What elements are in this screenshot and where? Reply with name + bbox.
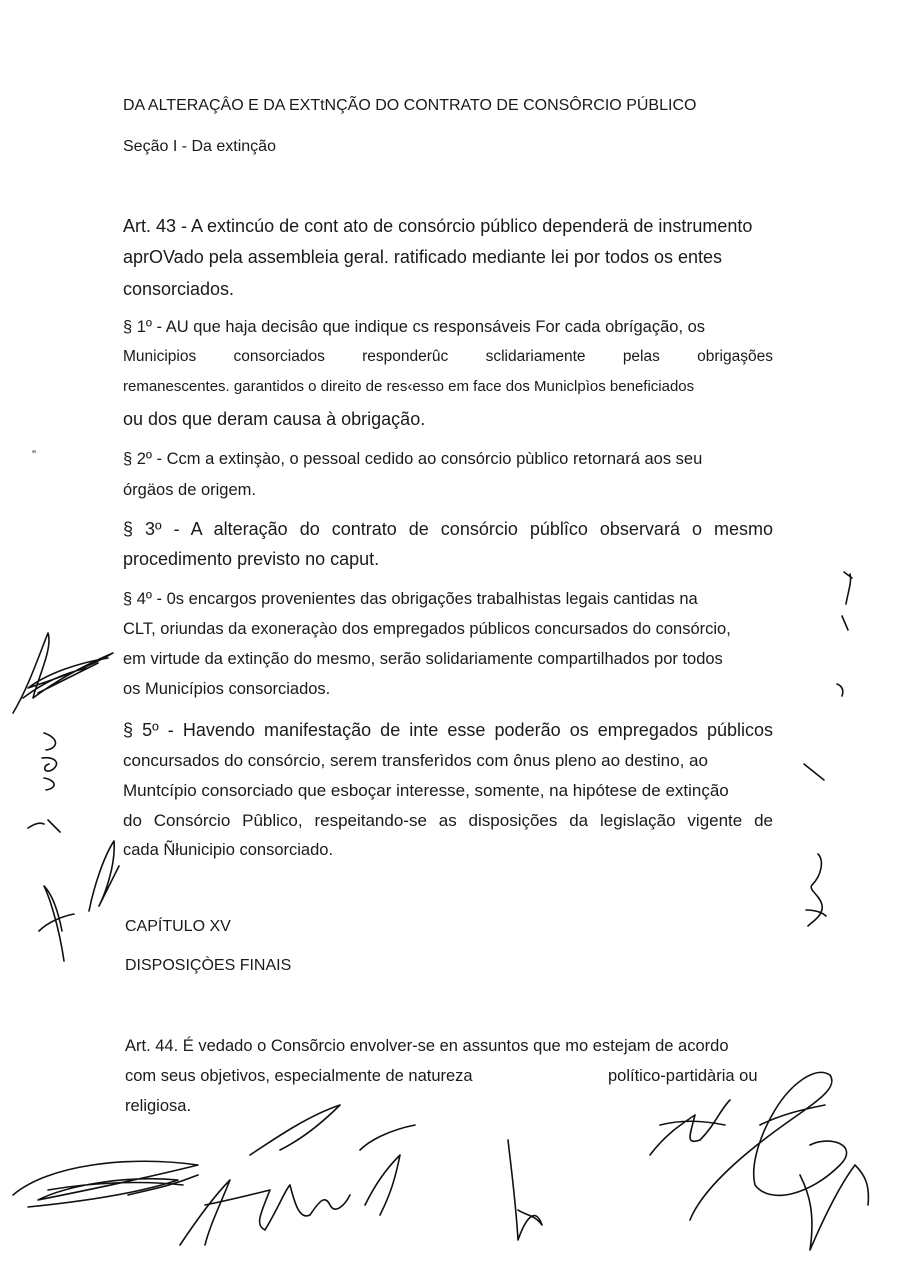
par2-line-2: órgäos de origem. — [123, 481, 256, 499]
par3-line-2: procedimento previsto no caput. — [123, 549, 380, 569]
par4-line-1: § 4º - 0s encargos provenientes das obrigações trabalhistas legais cantidas na — [123, 590, 698, 608]
signature-4 — [640, 1065, 880, 1255]
art43-line-2: aprOVado pela assembleia geral. ratificado mediante lei por todos os entes — [123, 247, 723, 267]
signature-3 — [500, 1135, 550, 1245]
par5-line-3: Muntcípio consorciado que esboçar interesse, somente, na hipótese de extinção — [123, 781, 729, 800]
margin-initials-right — [800, 850, 830, 930]
section-title: Seção I - Da extinção — [123, 138, 276, 155]
par1-line-4: ou dos que deram causa à obrigação. — [123, 409, 426, 429]
signature-2 — [160, 1095, 420, 1255]
art44-line-2-left: com seus objetivos, especialmente de natureza — [125, 1067, 473, 1085]
art43-line-1: Art. 43 - A extincúo de cont ato de consórcio público dependerä de instrumento — [123, 216, 753, 236]
art44-line-2-right: político-partidària ou — [608, 1067, 758, 1085]
margin-tick-mark — [26, 816, 66, 836]
par1-line-2: Municipios consorciados responderûc sclidariamente pelas obrigaşões — [123, 348, 773, 365]
chapter-title: DA ALTERAÇÂO E DA EXTtNÇÃO DO CONTRATO DE CONSÔRCIO PÚBLICO — [123, 97, 697, 114]
par5-line-4: do Consórcio Pûblico, respeitando-se as disposições da legislação vigente de — [123, 811, 773, 830]
par1-line-3: remanescentes. garantidos o direito de res‹esso em face dos Municlpìos beneficiados — [123, 378, 695, 395]
margin-initials-bottom-left — [34, 836, 124, 966]
margin-initials-top-left — [8, 628, 118, 723]
par5-line-2: concursados do consórcio, serem transferìdos com ônus pleno ao destino, ao — [123, 751, 708, 770]
par4-line-2: CLT, oriundas da exoneraçào dos empregados públicos concursados do consórcio, — [123, 620, 731, 638]
par5-line-1: § 5º - Havendo manifestação de inte esse poderão os empregados públicos — [123, 720, 773, 740]
margin-mark-right-4 — [802, 762, 828, 784]
art43-line-3: consorciados. — [123, 279, 235, 299]
margin-mark-right-1 — [838, 570, 858, 610]
margin-mark-right-3 — [834, 680, 848, 700]
par4-line-4: os Municípios consorciados. — [123, 680, 331, 698]
par4-line-3: em virtude da extinção do mesmo, serão solidariamente compartilhados por todos — [123, 650, 723, 668]
par5-line-5: cada Ñłunicipio consorciado. — [123, 841, 334, 859]
art44-line-3: religiosa. — [125, 1097, 192, 1115]
par2-line-1: § 2º - Ccm a extinşào, o pessoal cedido ao consórcio pùblico retornará aos seu — [123, 450, 703, 468]
par3-line-1: § 3º - A alteração do contrato de consórcio públîco observará o mesmo — [123, 519, 773, 539]
chapter-xv-title: CAPÍTULO XV — [125, 918, 231, 935]
margin-initials-rotated — [34, 728, 70, 798]
par1-line-1: § 1º - AU que haja decisâo que indique cs responsáveis For cada obrígação, os — [123, 318, 706, 336]
margin-mark-right-2 — [838, 614, 852, 634]
margin-mark: ” — [32, 448, 36, 462]
chapter-xv-subtitle: DISPOSIÇÒES FINAIS — [125, 957, 292, 974]
art44-line-1: Art. 44. É vedado o Consõrcio envolver-se en assuntos que mo estejam de acordo — [125, 1037, 729, 1055]
